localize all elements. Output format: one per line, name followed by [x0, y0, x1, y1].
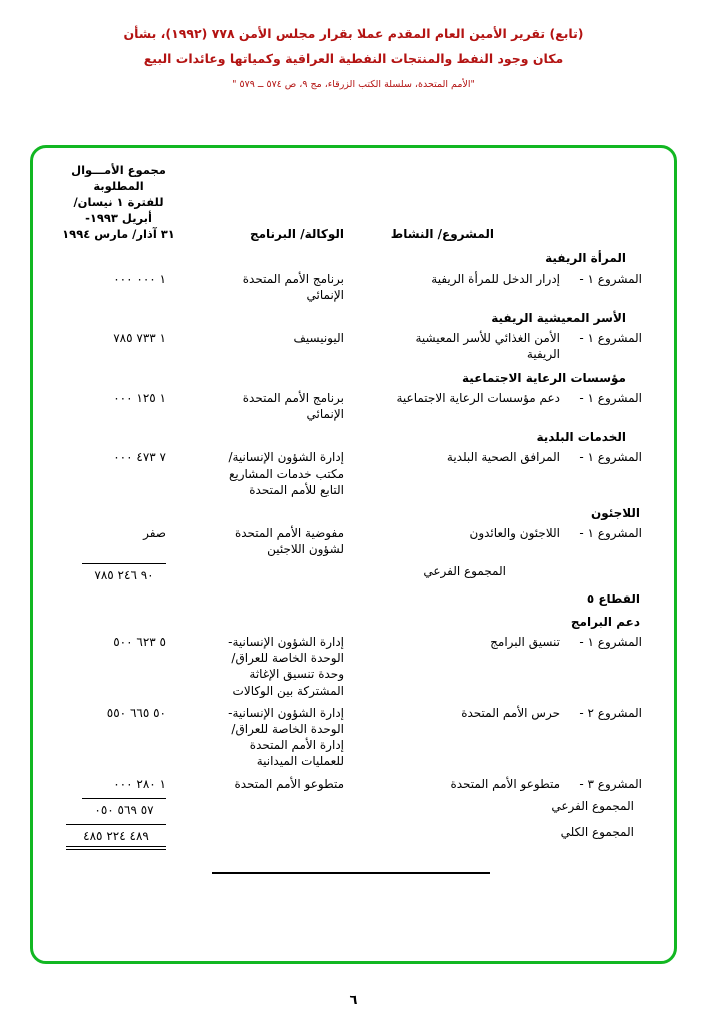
- section-heading: اللاجئون: [590, 505, 640, 520]
- project-cell: [350, 776, 642, 792]
- subtotal-amount: ٥٧ ٥٦٩ ٠٥٠: [82, 798, 166, 818]
- agency-cell: [219, 370, 344, 386]
- agency-cell: [219, 798, 344, 818]
- sum-label: المجموع الفرعي: [423, 564, 506, 579]
- table-header-row: [59, 162, 642, 242]
- activity-text: دعم مؤسسات الرعاية الاجتماعية: [396, 390, 560, 405]
- section-heading: المرأة الريفية: [545, 251, 626, 266]
- project-number-label: المشروع ١ -: [579, 271, 642, 286]
- activity-text: متطوعو الأمم المتحدة: [450, 776, 560, 791]
- project-number-label: المشروع ١ -: [579, 450, 642, 465]
- agency-cell: إدارة الشؤون الإنسانية- الوحدة الخاصة للعراق/ وحدة تنسيق الإغاثة المشتركة بين الوكالات: [228, 635, 344, 698]
- table-body: [59, 250, 642, 850]
- project-cell: [350, 330, 642, 362]
- agency-cell: [219, 824, 344, 850]
- agency-cell: إدارة الشؤون الإنسانية- الوحدة الخاصة للعراق/ إدارة الأمم المتحدة للعمليات الميدانية: [228, 705, 344, 769]
- project-cell: [350, 705, 642, 770]
- project-cell: [350, 634, 642, 699]
- project-number-label: المشروع ١ -: [579, 390, 642, 405]
- table-row-item: [59, 776, 642, 792]
- table-row-item: [59, 449, 642, 498]
- agency-cell: [219, 250, 344, 266]
- amount-cell: [59, 798, 178, 818]
- agency-cell: اليونيسيف: [293, 331, 344, 346]
- table-row-section: [59, 429, 642, 445]
- amount-cell: صفر: [143, 526, 166, 541]
- activity-text: الأمن الغذائي للأسر المعيشية الريفية: [415, 331, 560, 362]
- table-row-item: [59, 525, 642, 557]
- table-row-total: [59, 824, 642, 850]
- table-row-item: [59, 705, 642, 770]
- section-heading: مؤسسات الرعاية الاجتماعية: [462, 370, 626, 385]
- col-header-agency: الوكالة/ البرنامج: [249, 227, 344, 242]
- col-header-amount: [59, 162, 178, 242]
- project-number-label: المشروع ١ -: [579, 331, 642, 346]
- page-number: ٦: [349, 993, 358, 1008]
- section-heading: القطاع ٥: [586, 591, 640, 606]
- report-title-line-2: مكان وجود النفط والمنتجات النفطية العراقية وكمياتها وعائدات البيع: [143, 51, 564, 67]
- sum-label: المجموع الفرعي: [551, 798, 634, 813]
- agency-cell: إدارة الشؤون الإنسانية/ مكتب خدمات المشاريع التابع للأمم المتحدة: [228, 450, 344, 497]
- table-row-section: [59, 591, 642, 607]
- amount-cell: ١ ٧٣٣ ٧٨٥: [113, 331, 166, 346]
- amount-cell: [59, 614, 178, 630]
- agency-cell: برنامج الأمم المتحدة الإنمائي: [242, 390, 344, 421]
- amount-cell: [59, 370, 178, 386]
- report-source-citation: "الأمم المتحدة، سلسلة الكتب الزرقاء، مج ٩، ص ٥٧٤ ــ ٥٧٩ ": [232, 78, 475, 90]
- amount-cell: ١ ١٢٥ ٠٠٠: [113, 390, 166, 405]
- project-number-label: المشروع ٢ -: [579, 705, 642, 720]
- project-cell: [350, 449, 642, 498]
- agency-cell: [219, 591, 344, 607]
- activity-text: حرس الأمم المتحدة: [461, 705, 560, 720]
- project-cell: [350, 525, 642, 557]
- amount-cell: [59, 591, 178, 607]
- amount-cell: [59, 310, 178, 326]
- amount-cell: ١ ٢٨٠ ٠٠٠: [113, 776, 166, 791]
- section-heading: دعم البرامج: [570, 614, 640, 629]
- activity-text: اللاجئون والعائدون: [469, 526, 560, 541]
- amount-cell: [59, 429, 178, 445]
- project-number-label: المشروع ١ -: [579, 526, 642, 541]
- amount-cell: ٥ ٦٢٣ ٥٠٠: [113, 635, 166, 650]
- activity-text: إدرار الدخل للمرأة الريفية: [431, 271, 560, 286]
- amount-cell: ٥٠ ٦٦٥ ٥٥٠: [106, 705, 166, 720]
- table-row-section: [59, 310, 642, 326]
- section-heading: الخدمات البلدية: [536, 430, 626, 445]
- table-row-subtotal: [59, 798, 642, 818]
- agency-cell: مفوضية الأمم المتحدة لشؤون اللاجئين: [234, 526, 344, 557]
- report-header: [0, 24, 707, 90]
- agency-cell: [219, 505, 344, 521]
- col-header-project: المشروع/ النشاط: [390, 227, 494, 242]
- table-row-subtotal: [59, 563, 642, 583]
- table-row-item: [59, 271, 642, 303]
- agency-cell: [219, 563, 344, 583]
- table-row-section: [59, 614, 642, 630]
- amount-header-line-1: مجموع الأمـــوال المطلوبة: [71, 163, 166, 194]
- subtotal-amount: ٩٠ ٢٤٦ ٧٨٥: [82, 563, 166, 583]
- table-row-item: [59, 390, 642, 422]
- report-title-line-1: (تابع) تقرير الأمين العام المقدم عملا بقرار مجلس الأمن ٧٧٨ (١٩٩٢)، بشأن: [123, 26, 584, 41]
- section-heading: الأسر المعيشية الريفية: [491, 311, 626, 326]
- agency-cell: برنامج الأمم المتحدة الإنمائي: [242, 271, 344, 302]
- project-cell: [350, 390, 642, 422]
- amount-cell: [59, 824, 178, 850]
- activity-text: المرافق الصحية البلدية: [446, 450, 560, 465]
- amount-header-line-2: للفترة ١ نيسان/ أبريل ١٩٩٣-: [73, 195, 164, 226]
- table-frame: [30, 145, 677, 964]
- separator-line: [212, 872, 490, 874]
- agency-cell: [219, 310, 344, 326]
- table-row-section: [59, 370, 642, 386]
- table-row-section: [59, 250, 642, 266]
- total-amount: ٤٨٩ ٢٢٤ ٤٨٥: [66, 824, 166, 850]
- agency-cell: [219, 429, 344, 445]
- table-row-item: [59, 330, 642, 362]
- project-cell: [350, 271, 642, 303]
- table-row-item: [59, 634, 642, 699]
- table-row-section: [59, 505, 642, 521]
- amount-cell: [59, 250, 178, 266]
- amount-cell: [59, 505, 178, 521]
- sum-label: المجموع الكلي: [560, 824, 634, 839]
- amount-header-line-3: ٣١ آذار/ مارس ١٩٩٤: [62, 227, 175, 242]
- agency-cell: [219, 614, 344, 630]
- agency-cell: متطوعو الأمم المتحدة: [234, 776, 344, 791]
- project-number-label: المشروع ٣ -: [579, 776, 642, 791]
- project-number-label: المشروع ١ -: [579, 635, 642, 650]
- activity-text: تنسيق البرامج: [490, 635, 560, 650]
- amount-cell: ١ ٠٠٠ ٠٠٠: [113, 271, 166, 286]
- amount-cell: [59, 563, 178, 583]
- amount-cell: ٧ ٤٧٣ ٠٠٠: [113, 450, 166, 465]
